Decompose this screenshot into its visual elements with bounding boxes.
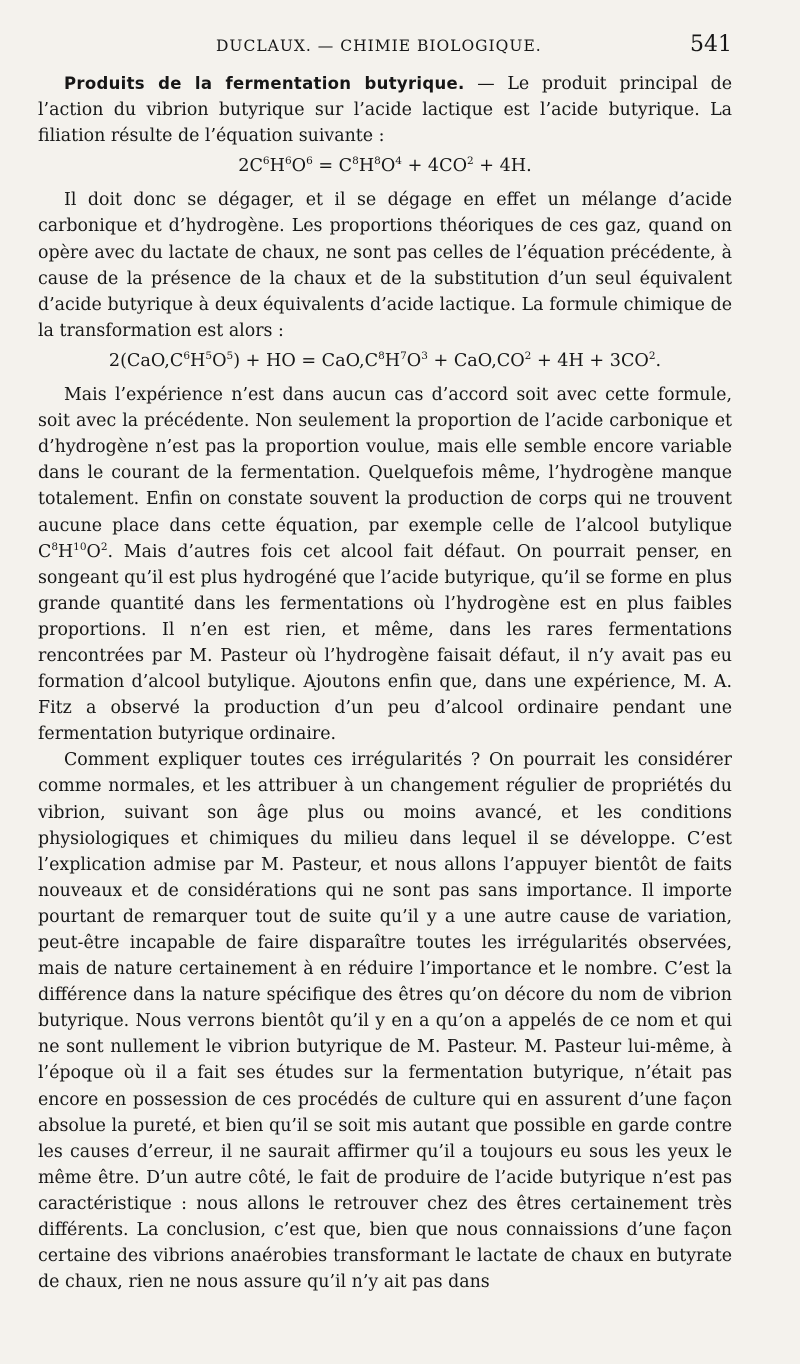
page-number: 541: [690, 32, 732, 57]
equation-2: $2(CaO,C^6H^5O^5)$ + HO = $CaO,C^8H^7O^3 + CaO,CO^2 + 4H + 3CO^2$.: [108, 350, 662, 371]
running-header: [38, 32, 732, 57]
equation-1: $2C^6H^6O^6 = C^8H^8O^4 + 4CO^2 + 4H$.: [238, 155, 532, 177]
paragraph-1-text: — Le produit principal de l’action du vibrion butyrique sur l’acide lactique est l’acide butyrique. La filiation résulte de l’équation suivante :: [38, 74, 732, 147]
paragraph-2: Il doit donc se dégager, et il se dégage en effet un mélange d’acide carbonique et d’hydrogène. Les proportions théoriques de ces gaz, quand on opère avec du lactate de chaux, ne sont pas celles de l’équation précédente, à cause de la présence de la chaux et de la substitution d’un seul équivalent d’acide butyrique à deux équivalents d’acide lactique. La formule chimique de la transformation est alors :: [38, 190, 732, 341]
body-text: [38, 71, 732, 1295]
paragraph-1: [38, 71, 732, 149]
section-heading: Produits de la fermentation butyrique.: [64, 74, 465, 93]
paragraph-3: Mais l’expérience n’est dans aucun cas d’accord soit avec cette formule, soit avec la précédente. Non seulement la proportion de l’acide carbonique et d’hydrogène n’est pas la proportion voulue, mais elle semble encore variable dans le courant de la fermentation. Quelquefois même, l’hydrogène manque totalement. Enfin on constate souvent la production de corps qui ne trouvent aucune place dans cette équation, par exemple celle de l’alcool butylique $C^8H^{10}O^2$. Mais d’autres fois cet alcool fait défaut. On pourrait penser, en songeant qu’il est plus hydrogéné que l’acide butyrique, qu’il se forme en plus grande quantité dans les fermentations où l’hydrogène est en plus faibles proportions. Il n’en est rien, et même, dans les rares fermentations rencontrées par M. Pasteur où l’hydrogène faisait défaut, il n’y avait pas eu formation d’alcool butylique. Ajoutons enfin que, dans une expérience, M. A. Fitz a observé la production d’un peu d’alcool ordinaire pendant une fermentation butyrique ordinaire.: [38, 385, 732, 745]
paragraph-4: Comment expliquer toutes ces irrégularités ? On pourrait les considérer comme normales, et les attribuer à un changement régulier de propriétés du vibrion, suivant son âge plus ou moins avancé, et les conditions physiologiques et chimiques du milieu dans lequel il se développe. C’est l’explication admise par M. Pasteur, et nous allons l’appuyer bientôt de faits nouveaux et de considérations qui ne sont pas sans importance. Il importe pourtant de remarquer tout de suite qu’il y a une autre cause de variation, peut-être incapable de faire disparaître toutes les irrégularités observées, mais de nature certainement à en réduire l’importance et le nombre. C’est la différence dans la nature spécifique des êtres qu’on décore du nom de vibrion butyrique. Nous verrons bientôt qu’il y en a qu’on a appelés de ce nom et qui ne sont nullement le vibrion butyrique de M. Pasteur. M. Pasteur lui-même, à l’époque où il a fait ses études sur la fermentation butyrique, n’était pas encore en possession de ces procédés de culture qui en assurent d’une façon absolue la pureté, et bien qu’il se soit mis autant que possible en garde contre les causes d’erreur, il ne saurait affirmer qu’il a toujours eu sous les yeux le même être. D’un autre côté, le fait de produire de l’acide butyrique n’est pas caractéristique : nous allons le retrouver chez des êtres certainement très différents. La conclusion, c’est que, bien que nous connaissions d’une façon certaine des vibrions anaérobies transformant le lactate de chaux en butyrate de chaux, rien ne nous assure qu’il n’y ait pas dans: [38, 750, 732, 1293]
running-title: DUCLAUX. — CHIMIE BIOLOGIQUE.: [216, 37, 542, 55]
